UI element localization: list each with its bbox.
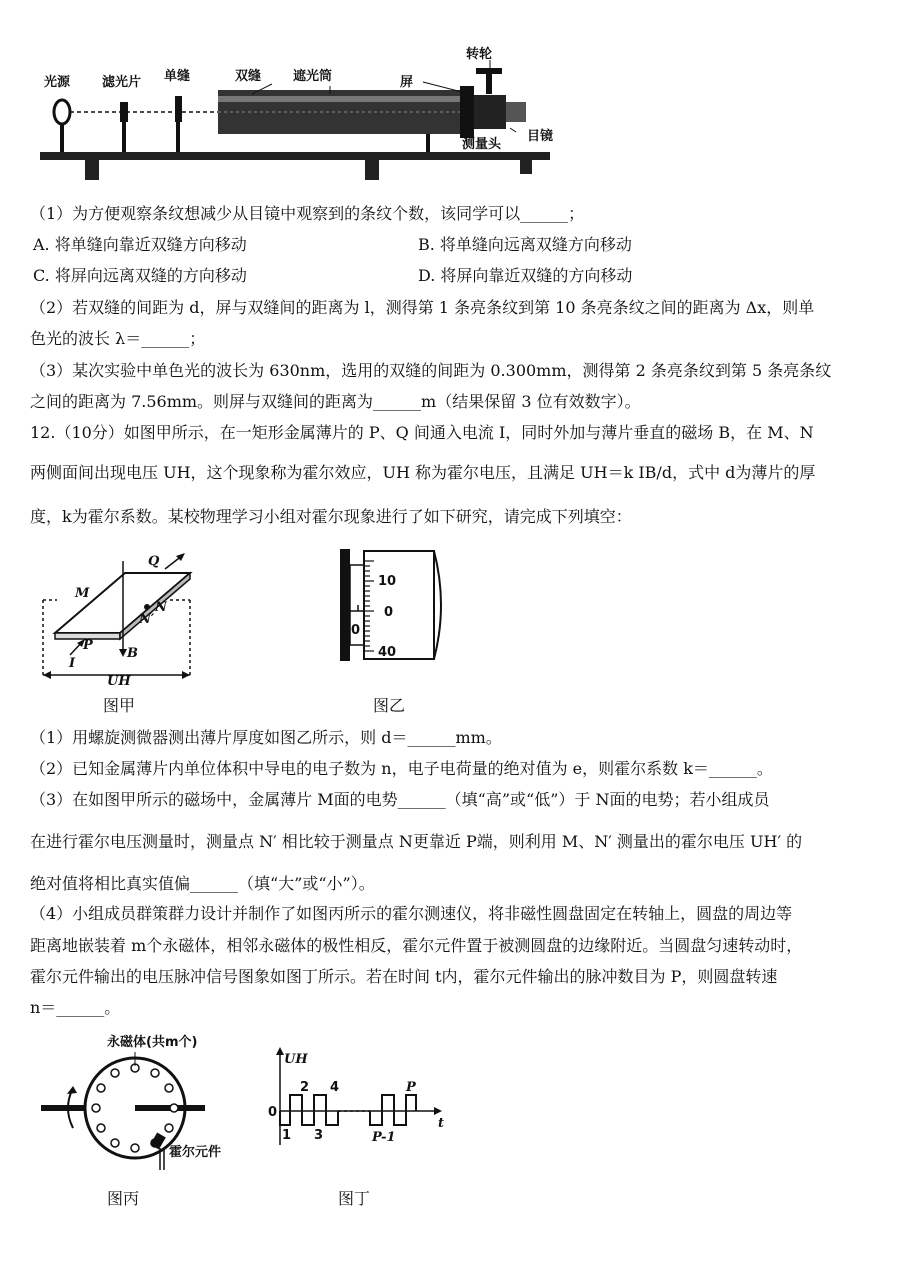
- hall-speedometer-figure: [35, 1030, 235, 1180]
- label-n: N: [155, 600, 167, 615]
- measuring-head: [474, 95, 506, 129]
- q1-part2-line2: 色光的波长 λ＝______；: [30, 329, 206, 348]
- q12-intro-line3: 度，k为霍尔系数。某校物理学习小组对霍尔现象进行了如下研究，请完成下列填空：: [30, 507, 632, 526]
- label-magnets: 永磁体(共m个): [107, 1035, 198, 1050]
- pulse-label-4: 4: [330, 1080, 340, 1095]
- label-uh: UH: [107, 674, 131, 685]
- label-uh-axis: UH: [284, 1052, 308, 1067]
- main-scale-0: 0: [351, 623, 361, 638]
- label-screen: 屏: [400, 75, 414, 90]
- option-b: B. 将单缝向远离双缝方向移动: [418, 235, 632, 254]
- label-t-axis: t: [438, 1116, 445, 1131]
- label-zero: 0: [268, 1105, 278, 1120]
- caption-fig-jia: 图甲: [103, 696, 136, 715]
- wheel-icon: [486, 72, 492, 94]
- micrometer-thimble: [364, 551, 434, 659]
- label-m: M: [75, 586, 90, 601]
- hall-plate-figure: [35, 545, 205, 685]
- pulse-waveform: [280, 1095, 338, 1125]
- caption-fig-ding: 图丁: [338, 1189, 371, 1208]
- q1-part1: （1）为方便观察条纹想减少从目镜中观察到的条纹个数，该同学可以______；: [30, 204, 585, 223]
- label-q: Q: [148, 554, 160, 569]
- q12-sub3-line3: 绝对值将相比真实值偏______（填“大”或“小”）。: [30, 874, 375, 893]
- q12-sub3-line2: 在进行霍尔电压测量时，测量点 N′ 相比较于测量点 N更靠近 P端，则利用 M、N′ 测量出的霍尔电压 UH′ 的: [30, 832, 803, 851]
- option-a: A. 将单缝向靠近双缝方向移动: [33, 235, 247, 254]
- tick-0: 0: [384, 605, 394, 620]
- label-double-slit: 双缝: [235, 69, 262, 84]
- single-slit-icon: [175, 96, 182, 122]
- q1-part2-line1: （2）若双缝的间距为 d，屏与双缝间的距离为 l，测得第 1 条亮条纹到第 10 条亮条纹之间的距离为 Δx，则单: [30, 298, 815, 317]
- label-wheel: 转轮: [466, 47, 493, 62]
- light-source-icon: [54, 100, 70, 124]
- micrometer-frame: [340, 549, 350, 661]
- q1-part3-line1: （3）某次实验中单色光的波长为 630nm，选用的双缝的间距为 0.300mm，测得第 2 条亮条纹到第 5 条亮条纹: [30, 361, 832, 380]
- label-shade-tube: 遮光筒: [293, 69, 333, 84]
- pulse-label-1: 1: [282, 1128, 292, 1143]
- q12-sub4-line4: n＝______。: [30, 998, 121, 1017]
- pulse-signal-figure: [260, 1045, 450, 1155]
- label-filter: 滤光片: [102, 75, 142, 90]
- tick-40: 40: [378, 645, 397, 660]
- q12-sub1: （1）用螺旋测微器测出薄片厚度如图乙所示，则 d＝______mm。: [30, 728, 502, 747]
- pulse-label-p-1: P-1: [372, 1130, 396, 1145]
- label-hall-element: 霍尔元件: [169, 1145, 222, 1160]
- label-b: B: [127, 646, 138, 661]
- label-n-prime: N′: [139, 612, 155, 627]
- option-d: D. 将屏向靠近双缝的方向移动: [418, 266, 633, 285]
- q12-intro-line2: 两侧面间出现电压 UH，这个现象称为霍尔效应，UH 称为霍尔电压，且满足 UH＝k IB/d，式中 d为薄片的厚: [30, 463, 816, 482]
- q1-part3-line2: 之间的距离为 7.56mm。则屏与双缝间的距离为______m（结果保留 3 位有效数字）。: [30, 392, 641, 411]
- pulse-label-2: 2: [300, 1080, 310, 1095]
- micrometer-figure: [330, 545, 450, 665]
- pulse-label-p: P: [406, 1080, 416, 1095]
- pulse-label-3: 3: [314, 1128, 324, 1143]
- label-p: P: [83, 638, 93, 653]
- q12-sub3-line1: （3）在如图甲所示的磁场中，金属薄片 M面的电势______（填“高”或“低”）于 N面的电势；若小组成员: [30, 790, 770, 809]
- q12-sub4-line1: （4）小组成员群策群力设计并制作了如图丙所示的霍尔测速仪，将非磁性圆盘固定在转轴上，圆盘的周边等: [30, 904, 793, 923]
- caption-fig-bing: 图丙: [107, 1189, 140, 1208]
- option-c: C. 将屏向远离双缝的方向移动: [33, 266, 247, 285]
- q12-sub4-line3: 霍尔元件输出的电压脉冲信号图象如图丁所示。若在时间 t内，霍尔元件输出的脉冲数目为 P，则圆盘转速: [30, 967, 778, 986]
- base-rail: [40, 152, 550, 160]
- label-eyepiece: 目镜: [527, 129, 554, 144]
- eyepiece-icon: [506, 102, 526, 122]
- double-slit-apparatus-figure: [30, 40, 570, 190]
- caption-fig-yi: 图乙: [373, 696, 406, 715]
- q12-sub2: （2）已知金属薄片内单位体积中导电的电子数为 n，电子电荷量的绝对值为 e，则霍尔系数 k＝______。: [30, 759, 773, 778]
- q12-intro-line1: 12.（10分）如图甲所示，在一矩形金属薄片的 P、Q 间通入电流 I，同时外加与薄片垂直的磁场 B，在 M、N: [30, 423, 814, 442]
- label-i: I: [69, 656, 76, 671]
- label-single-slit: 单缝: [164, 69, 191, 84]
- label-measuring-head: 测量头: [462, 137, 502, 152]
- q12-sub4-line2: 距离地嵌装着 m个永磁体，相邻永磁体的极性相反，霍尔元件置于被测圆盘的边缘附近。当圆盘匀速转动时，: [30, 936, 803, 955]
- screen-icon: [460, 86, 474, 138]
- tick-10: 10: [378, 574, 397, 589]
- label-light-source: 光源: [44, 75, 71, 90]
